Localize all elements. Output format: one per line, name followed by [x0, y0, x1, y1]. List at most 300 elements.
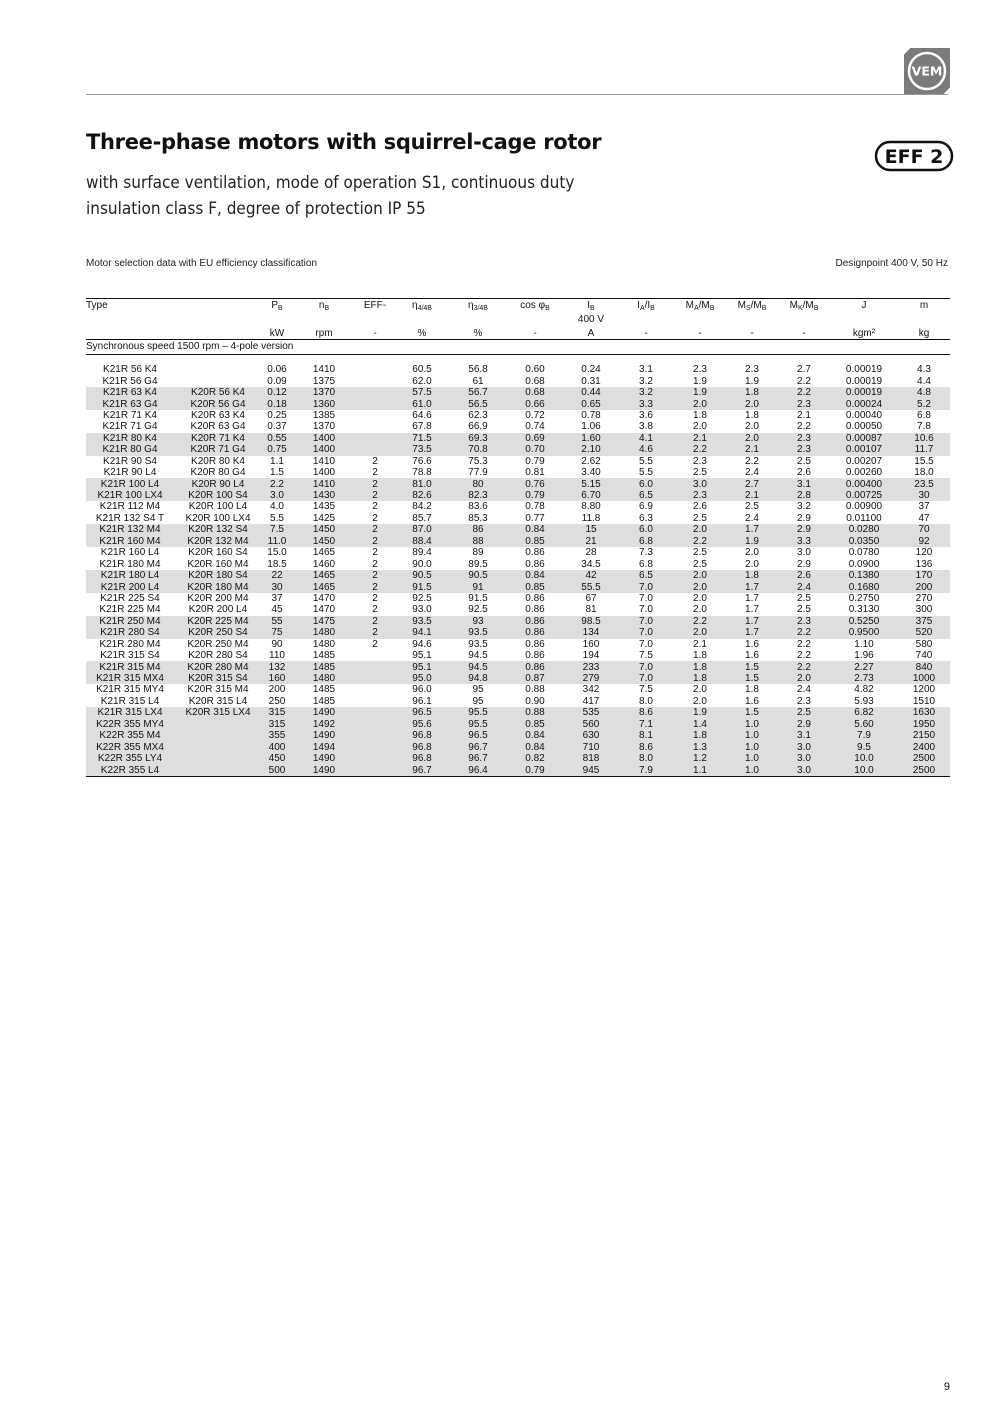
table-row — [86, 707, 950, 718]
value-cell: 81.0 — [394, 478, 450, 489]
value-cell: 7.0 — [618, 581, 674, 592]
value-cell: 93.5 — [450, 627, 506, 638]
value-cell: 1.8 — [674, 661, 726, 672]
value-cell: 2.3 — [674, 490, 726, 501]
alt-type-cell: K20R 100 LX4 — [185, 512, 251, 524]
value-cell: 1450 — [292, 536, 356, 547]
value-cell: 1.7 — [726, 581, 778, 592]
value-cell: 0.74 — [525, 421, 545, 433]
value-cell: 0.00087 — [830, 433, 898, 444]
value-cell: 0.78 — [525, 501, 545, 513]
value-cell: 0.12 — [262, 387, 292, 398]
value-cell: 2.62 — [581, 455, 601, 467]
value-cell: 82.6 — [394, 490, 450, 501]
value-cell: 2 — [356, 616, 394, 627]
type-cell: K21R 280 M4 — [99, 638, 161, 650]
value-cell: 7.0 — [639, 604, 653, 616]
type-cell: K21R 100 L4 — [86, 478, 174, 489]
value-cell: 5.2 — [898, 398, 950, 409]
value-cell: 42 — [564, 570, 618, 581]
value-cell: 0.44 — [564, 387, 618, 398]
unit-cell: - — [674, 326, 726, 340]
value-cell: 1450 — [292, 524, 356, 535]
table-row — [86, 764, 950, 776]
value-cell: 520 — [898, 627, 950, 638]
value-cell: 3.6 — [639, 409, 653, 421]
type-cell: K21R 132 M4 — [86, 524, 174, 535]
value-cell: 2.0 — [693, 421, 707, 433]
alt-type-cell: K20R 280 S4 — [188, 650, 248, 662]
unit-cell: A — [564, 326, 618, 340]
unit-cell: - — [778, 326, 830, 340]
value-cell: 2 — [356, 490, 394, 501]
col-eta-44: $\eta_{4/4B}$ — [394, 299, 450, 315]
value-cell: 279 — [564, 673, 618, 684]
value-cell — [356, 684, 394, 695]
value-cell: 355 — [262, 730, 292, 741]
value-cell: 7.3 — [639, 547, 653, 559]
value-cell: 70.8 — [450, 444, 506, 455]
value-cell: 6.8 — [618, 536, 674, 547]
value-cell: 6.0 — [618, 478, 674, 489]
value-cell: 1485 — [312, 684, 336, 696]
value-cell — [356, 421, 394, 432]
value-cell: 160 — [262, 673, 292, 684]
type-cell: K21R 90 L4 — [103, 467, 157, 479]
value-cell: 2.5 — [797, 604, 811, 616]
value-cell: 0.24 — [581, 364, 601, 376]
alt-type-cell: K20R 280 M4 — [174, 661, 262, 672]
value-cell: 87.0 — [394, 524, 450, 535]
value-cell: 2.4 — [778, 581, 830, 592]
alt-type-cell: K20R 90 L4 — [174, 478, 262, 489]
value-cell: 96.7 — [450, 741, 506, 752]
value-cell: 0.88 — [525, 684, 545, 696]
value-cell: 270 — [915, 592, 933, 604]
value-cell: 1000 — [898, 673, 950, 684]
value-cell: 1370 — [312, 421, 336, 433]
value-cell: 90.0 — [412, 558, 432, 570]
page-number: 9 — [943, 1381, 950, 1393]
value-cell: 15 — [564, 524, 618, 535]
value-cell: 1950 — [898, 719, 950, 730]
value-cell: 160 — [582, 638, 600, 650]
alt-type-cell — [174, 741, 262, 752]
value-cell: 11.0 — [262, 536, 292, 547]
value-cell: 2500 — [898, 764, 950, 776]
value-cell: 3.0 — [778, 764, 830, 776]
value-cell: 0.2750 — [848, 592, 880, 604]
value-cell: 1.96 — [854, 650, 874, 662]
value-cell: 67.8 — [412, 421, 432, 433]
value-cell: 0.79 — [506, 764, 564, 776]
value-cell: 2.4 — [745, 467, 759, 479]
value-cell: 93 — [450, 616, 506, 627]
value-cell: 5.60 — [830, 719, 898, 730]
value-cell: 96.5 — [394, 707, 450, 718]
value-cell: 2.5 — [778, 707, 830, 718]
value-cell: 7.9 — [830, 730, 898, 741]
value-cell: 11.7 — [898, 444, 950, 455]
value-cell: 2.3 — [778, 398, 830, 409]
value-cell: 1410 — [312, 455, 336, 467]
value-cell: 57.5 — [394, 387, 450, 398]
value-cell: 1510 — [912, 695, 936, 707]
value-cell: 95.6 — [394, 719, 450, 730]
value-cell: 93.0 — [412, 604, 432, 616]
type-cell: K21R 80 K4 — [86, 433, 174, 444]
value-cell: 3.40 — [581, 467, 601, 479]
type-cell: K22R 355 LY4 — [86, 753, 174, 764]
value-cell: 2.3 — [778, 616, 830, 627]
col-type: Type — [86, 299, 262, 315]
type-cell: K21R 225 M4 — [99, 604, 161, 616]
value-cell: 2.2 — [797, 421, 811, 433]
value-cell: 1.6 — [745, 638, 759, 650]
value-cell: 2.2 — [674, 616, 726, 627]
value-cell: 2.5 — [693, 558, 707, 570]
value-cell: 2 — [356, 570, 394, 581]
col-ia-ib: $I_A/I_B$ — [618, 299, 674, 315]
value-cell: 2.0 — [726, 398, 778, 409]
table-row — [86, 375, 950, 386]
section-row — [86, 340, 950, 355]
value-cell: 3.0 — [262, 490, 292, 501]
value-cell: 0.00024 — [830, 398, 898, 409]
alt-type-cell — [174, 730, 262, 741]
value-cell: 3.1 — [778, 478, 830, 489]
value-cell: 1.6 — [745, 695, 759, 707]
value-cell: 1400 — [292, 444, 356, 455]
value-cell: 94.8 — [450, 673, 506, 684]
alt-type-cell: K20R 180 S4 — [174, 570, 262, 581]
value-cell: 1485 — [312, 650, 336, 662]
value-cell: 200 — [268, 684, 286, 696]
value-cell: 1.4 — [674, 719, 726, 730]
value-cell: 2.5 — [797, 592, 811, 604]
alt-type-cell: K20R 56 K4 — [174, 387, 262, 398]
value-cell — [356, 673, 394, 684]
value-cell: 37 — [918, 501, 930, 513]
value-cell: 0.09 — [267, 375, 287, 387]
value-cell: 95.1 — [412, 650, 432, 662]
type-cell: K21R 63 K4 — [86, 387, 174, 398]
col-j: J — [830, 299, 898, 315]
col-pb: $P_B$ — [262, 299, 292, 315]
alt-type-cell: K20R 315 L4 — [188, 695, 248, 707]
value-cell: 1490 — [292, 707, 356, 718]
value-cell: 0.3130 — [848, 604, 880, 616]
value-cell: 1.0 — [726, 719, 778, 730]
value-cell: 1480 — [312, 638, 336, 650]
value-cell: 315 — [262, 719, 292, 730]
value-cell: 0.25 — [267, 409, 287, 421]
value-cell: 95.1 — [394, 661, 450, 672]
value-cell: 2.0 — [674, 570, 726, 581]
value-cell: 7.1 — [618, 719, 674, 730]
value-cell: 7.5 — [639, 650, 653, 662]
value-cell: 7.5 — [639, 684, 653, 696]
value-cell: 0.77 — [525, 512, 545, 524]
value-cell: 2.4 — [797, 684, 811, 696]
value-cell — [356, 364, 394, 375]
table-row — [86, 364, 950, 375]
value-cell: 1.8 — [726, 570, 778, 581]
value-cell: 0.00040 — [845, 409, 883, 421]
value-cell: 2.0 — [674, 398, 726, 409]
value-cell: 1.6 — [745, 650, 759, 662]
value-cell: 2.2 — [797, 638, 811, 650]
value-cell: 194 — [582, 650, 600, 662]
type-cell: K21R 200 L4 — [86, 581, 174, 592]
value-cell: 2 — [356, 581, 394, 592]
value-cell: 96.5 — [450, 730, 506, 741]
value-cell: 1.5 — [726, 707, 778, 718]
type-cell: K21R 112 M4 — [99, 501, 161, 513]
value-cell: 0.78 — [581, 409, 601, 421]
value-cell — [356, 753, 394, 764]
value-cell: 8.0 — [639, 695, 653, 707]
type-cell: K21R 180 M4 — [99, 558, 161, 570]
value-cell: 2.0 — [693, 684, 707, 696]
value-cell: 1.8 — [693, 409, 707, 421]
table-row — [86, 684, 950, 695]
table-row — [86, 513, 950, 524]
value-cell: 2.10 — [564, 444, 618, 455]
value-cell: 1.9 — [726, 536, 778, 547]
alt-type-cell: K20R 200 M4 — [187, 592, 249, 604]
value-cell: 56.8 — [468, 364, 488, 376]
value-cell: 6.0 — [618, 524, 674, 535]
value-cell: 2.0 — [693, 695, 707, 707]
value-cell: 1.1 — [270, 455, 284, 467]
value-cell: 96.7 — [450, 753, 506, 764]
value-cell: 0.84 — [506, 570, 564, 581]
value-cell: 3.0 — [797, 547, 811, 559]
alt-type-cell: K20R 315 S4 — [174, 673, 262, 684]
value-cell: 1465 — [292, 570, 356, 581]
value-cell: 840 — [898, 661, 950, 672]
value-cell: 4.82 — [854, 684, 874, 696]
value-cell: 30 — [262, 581, 292, 592]
value-cell: 0.69 — [506, 433, 564, 444]
value-cell: 0.00019 — [830, 387, 898, 398]
value-cell: 2 — [356, 627, 394, 638]
value-cell: 5.93 — [854, 695, 874, 707]
value-cell: 1.9 — [693, 375, 707, 387]
table-row — [86, 444, 950, 455]
value-cell: 6.82 — [830, 707, 898, 718]
unit-cell: - — [726, 326, 778, 340]
type-cell: K21R 225 S4 — [100, 592, 160, 604]
value-cell: 2.9 — [778, 524, 830, 535]
value-cell: 1.8 — [745, 684, 759, 696]
value-cell: 2.6 — [693, 501, 707, 513]
value-cell: 1480 — [292, 673, 356, 684]
value-cell: 0.00400 — [830, 478, 898, 489]
value-cell: 2 — [372, 638, 378, 650]
value-cell — [356, 433, 394, 444]
value-cell: 88.4 — [394, 536, 450, 547]
type-cell: K22R 355 M4 — [86, 730, 174, 741]
value-cell: 1.7 — [726, 627, 778, 638]
value-cell: 1.3 — [674, 741, 726, 752]
header-rule — [86, 94, 948, 95]
alt-type-cell: K20R 100 S4 — [174, 490, 262, 501]
value-cell: 1494 — [292, 741, 356, 752]
value-cell: 2.1 — [726, 490, 778, 501]
unit-cell: - — [618, 326, 674, 340]
value-cell: 0.06 — [267, 364, 287, 376]
value-cell: 0.84 — [506, 741, 564, 752]
value-cell: 2.5 — [693, 547, 707, 559]
value-cell: 95.5 — [450, 707, 506, 718]
value-cell: 1490 — [292, 764, 356, 776]
alt-type-cell: K20R 80 G4 — [190, 467, 246, 479]
value-cell: 0.00207 — [845, 455, 883, 467]
value-cell: 2.9 — [797, 558, 811, 570]
value-cell — [356, 730, 394, 741]
table-row — [86, 501, 950, 512]
value-cell: 120 — [915, 547, 933, 559]
value-cell: 2.1 — [693, 638, 707, 650]
value-cell: 2.73 — [830, 673, 898, 684]
unit-cell: - — [506, 326, 564, 340]
value-cell: 76.6 — [412, 455, 432, 467]
value-cell: 250 — [268, 695, 286, 707]
value-cell: 3.3 — [618, 398, 674, 409]
value-cell: 2400 — [898, 741, 950, 752]
alt-type-cell: K20R 100 L4 — [188, 501, 248, 513]
value-cell: 7.0 — [618, 616, 674, 627]
value-cell: 170 — [898, 570, 950, 581]
col-ib-voltage: 400 V — [577, 314, 605, 325]
value-cell: 3.0 — [674, 478, 726, 489]
col-cos-phi: $\cos \varphi_B$ — [506, 299, 564, 315]
value-cell: 89.4 — [412, 547, 432, 559]
value-cell: 7.0 — [618, 673, 674, 684]
value-cell: 1.60 — [564, 433, 618, 444]
col-mk-mb: $M_K/M_B$ — [778, 299, 830, 315]
table-row — [86, 421, 950, 432]
value-cell: 96.8 — [394, 741, 450, 752]
value-cell: 55 — [262, 616, 292, 627]
value-cell: 1435 — [312, 501, 336, 513]
type-cell: K21R 250 M4 — [86, 616, 174, 627]
value-cell: 96.0 — [412, 684, 432, 696]
value-cell: 3.0 — [778, 741, 830, 752]
type-cell: K21R 132 S4 T — [95, 512, 165, 524]
value-cell: 1.5 — [726, 673, 778, 684]
value-cell: 2.5 — [797, 455, 811, 467]
value-cell: 1480 — [292, 627, 356, 638]
table-row — [86, 490, 950, 501]
value-cell: 6.9 — [639, 501, 653, 513]
value-cell: 2.2 — [674, 536, 726, 547]
value-cell: 18.5 — [267, 558, 287, 570]
value-cell: 710 — [564, 741, 618, 752]
value-cell: 1.2 — [674, 753, 726, 764]
unit-cell — [86, 326, 174, 340]
value-cell: 3.1 — [778, 730, 830, 741]
value-cell: 2.1 — [797, 409, 811, 421]
table-row — [86, 696, 950, 707]
value-cell: 91.5 — [468, 592, 488, 604]
table-row — [86, 456, 950, 467]
value-cell: 1485 — [292, 661, 356, 672]
value-cell: 0.18 — [262, 398, 292, 409]
section-label: Synchronous speed 1500 rpm – 4-pole version — [86, 341, 294, 352]
value-cell: 2.27 — [830, 661, 898, 672]
value-cell: 0.37 — [267, 421, 287, 433]
value-cell: 61 — [472, 375, 484, 387]
value-cell: 2.5 — [693, 467, 707, 479]
value-cell: 0.86 — [525, 558, 545, 570]
subtitle-line-1: with surface ventilation, mode of operation S1, continuous duty — [86, 173, 575, 193]
value-cell: 5.5 — [639, 467, 653, 479]
value-cell: 740 — [915, 650, 933, 662]
value-cell: 2 — [372, 455, 378, 467]
value-cell: 92 — [898, 536, 950, 547]
value-cell: 7.0 — [618, 627, 674, 638]
table-row — [86, 536, 950, 547]
value-cell: 95 — [472, 695, 484, 707]
value-cell: 1.0 — [726, 764, 778, 776]
alt-type-cell: K20R 160 M4 — [187, 558, 249, 570]
unit-cell: % — [394, 326, 450, 340]
value-cell: 0.1380 — [830, 570, 898, 581]
value-cell: 1490 — [292, 730, 356, 741]
value-cell: 4.6 — [618, 444, 674, 455]
value-cell: 71.5 — [394, 433, 450, 444]
value-cell: 83.6 — [468, 501, 488, 513]
value-cell: 2.0 — [745, 421, 759, 433]
alt-type-cell: K20R 250 M4 — [187, 638, 249, 650]
value-cell: 1370 — [292, 387, 356, 398]
value-cell: 0.79 — [506, 490, 564, 501]
value-cell: 7.5 — [262, 524, 292, 535]
value-cell: 0.86 — [525, 604, 545, 616]
value-cell: 4.8 — [898, 387, 950, 398]
value-cell: 2.0 — [693, 604, 707, 616]
value-cell: 3.1 — [639, 364, 653, 376]
value-cell: 2.5 — [693, 512, 707, 524]
value-cell: 96.1 — [412, 695, 432, 707]
value-cell: 2.0 — [726, 433, 778, 444]
value-cell: 1460 — [312, 558, 336, 570]
value-cell: 0.55 — [262, 433, 292, 444]
value-cell — [356, 719, 394, 730]
unit-cell: rpm — [292, 326, 356, 340]
value-cell: 56.7 — [450, 387, 506, 398]
alt-type-cell: K20R 250 S4 — [174, 627, 262, 638]
value-cell: 2.2 — [778, 627, 830, 638]
value-cell: 1375 — [312, 375, 336, 387]
value-cell: 8.80 — [581, 501, 601, 513]
value-cell: 95.0 — [394, 673, 450, 684]
value-cell: 7.0 — [618, 661, 674, 672]
value-cell: 23.5 — [898, 478, 950, 489]
table-row — [86, 616, 950, 627]
value-cell: 10.0 — [830, 764, 898, 776]
value-cell: 56.5 — [450, 398, 506, 409]
value-cell: 0.86 — [506, 661, 564, 672]
value-cell: 2.4 — [745, 512, 759, 524]
value-cell: 1.9 — [674, 387, 726, 398]
value-cell: 0.86 — [506, 616, 564, 627]
value-cell: 4.3 — [917, 364, 931, 376]
value-cell: 2.3 — [778, 444, 830, 455]
